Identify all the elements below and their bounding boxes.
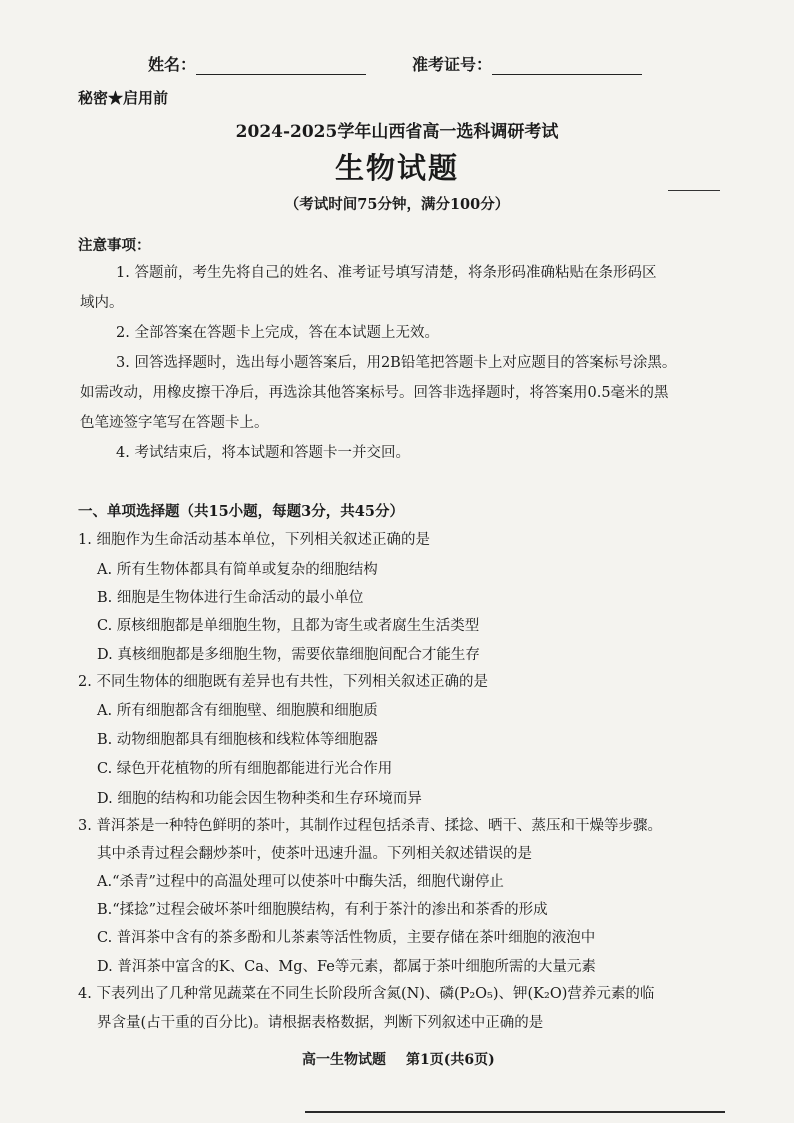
question-2-option-b: B. 动物细胞都具有细胞核和线粒体等细胞器 [97, 732, 378, 748]
question-2-stem: 2. 不同生物体的细胞既有差异也有共性，下列相关叙述正确的是 [78, 674, 488, 690]
question-2-option-d: D. 细胞的结构和功能会因生物种类和生存环境而异 [97, 791, 422, 807]
footer-page: 第1页(共6页) [406, 1052, 495, 1068]
bottom-rule [305, 1111, 725, 1113]
id-label: 准考证号： [412, 55, 493, 74]
question-3-option-d: D. 普洱茶中富含的K、Ca、Mg、Fe等元素，都属于茶叶细胞所需的大量元素 [97, 959, 596, 975]
question-3-option-b: B.“揉捻”过程会破坏茶叶细胞膜结构，有利于茶汁的渗出和茶香的形成 [97, 902, 548, 918]
question-1-stem: 1. 细胞作为生命活动基本单位，下列相关叙述正确的是 [78, 532, 430, 548]
notice-item-1a: 1. 答题前，考生先将自己的姓名、准考证号填写清楚，将条形码准确粘贴在条形码区 [116, 265, 657, 281]
question-2-option-c: C. 绿色开花植物的所有细胞都能进行光合作用 [97, 761, 393, 777]
question-1-option-a: A. 所有生物体都具有简单或复杂的细胞结构 [97, 562, 378, 578]
notice-item-3a: 3. 回答选择题时，选出每小题答案后，用2B铅笔把答题卡上对应题目的答案标号涂黑。 [116, 355, 677, 371]
name-label: 姓名： [148, 55, 197, 74]
question-3-option-c: C. 普洱茶中含有的茶多酚和儿茶素等活性物质，主要存储在茶叶细胞的液泡中 [97, 930, 596, 946]
question-1-option-b: B. 细胞是生物体进行生命活动的最小单位 [97, 590, 364, 606]
notice-item-4: 4. 考试结束后，将本试题和答题卡一并交回。 [116, 445, 410, 461]
question-4-stem-b: 界含量(占干重的百分比)。请根据表格数据，判断下列叙述中正确的是 [97, 1015, 544, 1031]
notice-item-2: 2. 全部答案在答题卡上完成，答在本试题上无效。 [116, 325, 439, 341]
footer-subject: 高一生物试题 [302, 1052, 386, 1068]
section-heading: 一、单项选择题（共15小题，每题3分，共45分） [78, 503, 404, 520]
secret-mark: 秘密★启用前 [78, 89, 169, 107]
question-1-option-c: C. 原核细胞都是单细胞生物，且都为寄生或者腐生生活类型 [97, 618, 480, 634]
corner-mark [668, 190, 720, 191]
exam-title: 2024-2025学年山西省高一选科调研考试 [235, 122, 559, 142]
question-3-option-a: A.“杀青”过程中的高温处理可以使茶叶中酶失活，细胞代谢停止 [97, 874, 504, 890]
notice-item-1b: 域内。 [80, 295, 124, 311]
notice-heading: 注意事项： [78, 237, 151, 254]
id-blank[interactable] [492, 56, 642, 75]
exam-duration: （考试时间75分钟，满分100分） [284, 196, 510, 213]
notice-item-3c: 色笔迹签字笔写在答题卡上。 [80, 415, 269, 431]
id-field [412, 52, 642, 75]
question-1-option-d: D. 真核细胞都是多细胞生物，需要依靠细胞间配合才能生存 [97, 647, 480, 663]
notice-item-3b: 如需改动，用橡皮擦干净后，再选涂其他答案标号。回答非选择题时，将答案用0.5毫米的黑 [80, 385, 669, 401]
question-3-stem-a: 3. 普洱茶是一种特色鲜明的茶叶，其制作过程包括杀青、揉捻、晒干、蒸压和干燥等步骤。 [78, 818, 662, 834]
question-3-stem-b: 其中杀青过程会翻炒茶叶，使茶叶迅速升温。下列相关叙述错误的是 [97, 846, 532, 862]
question-2-option-a: A. 所有细胞都含有细胞壁、细胞膜和细胞质 [97, 703, 378, 719]
name-field [148, 52, 366, 75]
name-blank[interactable] [196, 56, 366, 75]
question-4-stem-a: 4. 下表列出了几种常见蔬菜在不同生长阶段所含氮(N)、磷(P₂O₅)、钾(K₂O)营养元素的临 [78, 986, 655, 1002]
subject-title: 生物试题 [334, 151, 459, 185]
